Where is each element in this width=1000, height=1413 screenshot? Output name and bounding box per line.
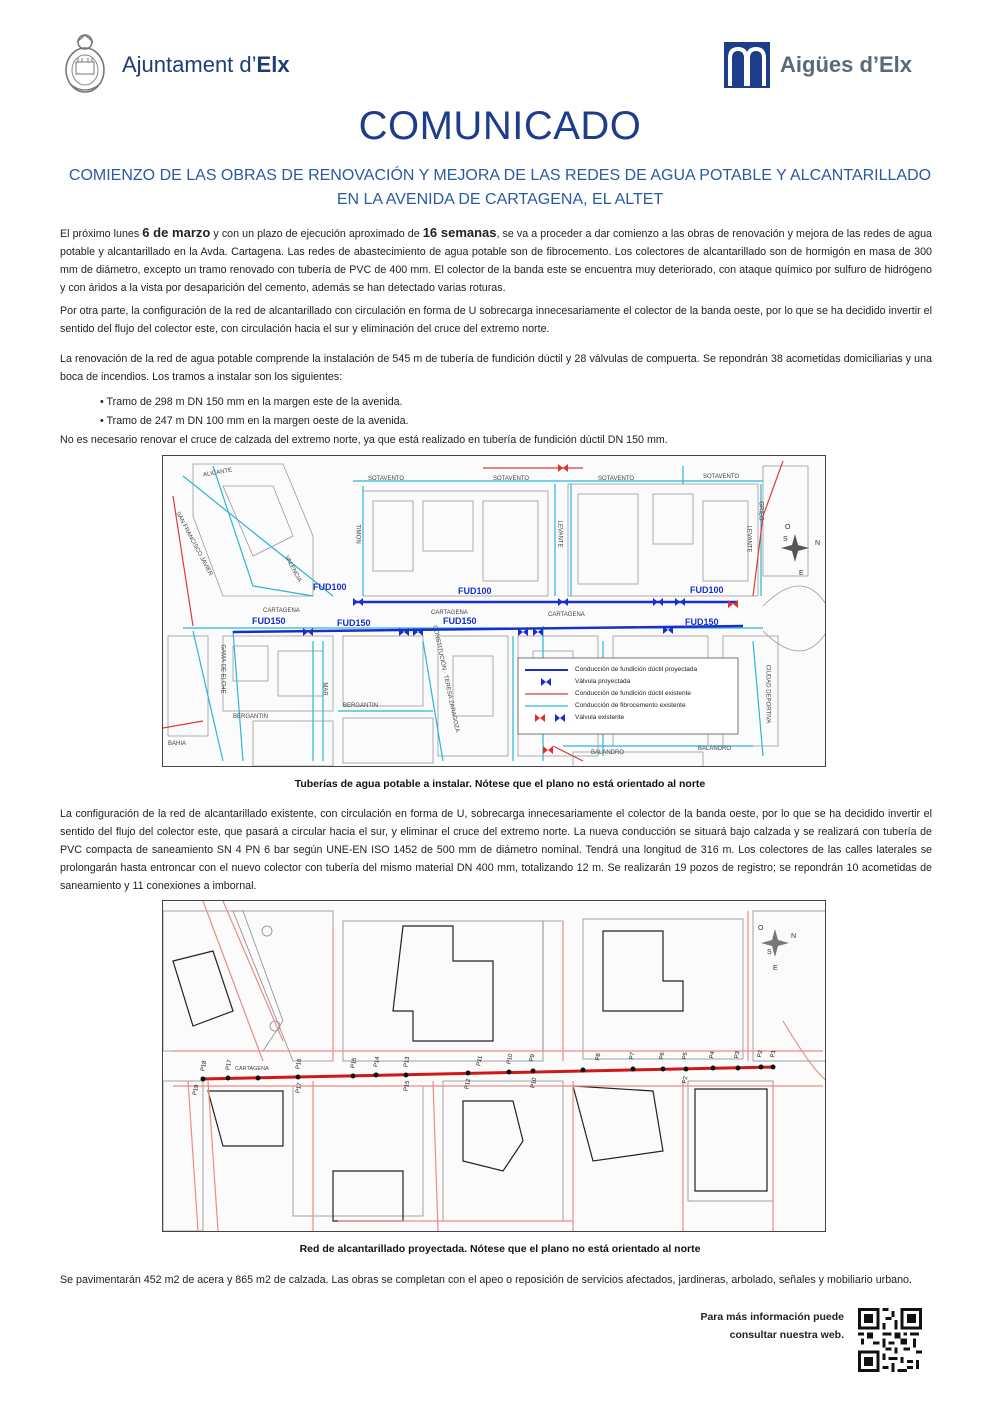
well-label: P8 — [595, 1052, 603, 1062]
qr-code-icon[interactable] — [858, 1308, 922, 1372]
compass-label: E — [799, 570, 804, 577]
contact-line: Para más información puede — [700, 1311, 844, 1323]
street-label: SOTAVENTO — [368, 476, 405, 482]
map-label-layer — [163, 456, 826, 767]
well-label: P19 — [192, 1084, 201, 1096]
bullet-item: • Tramo de 247 m DN 100 mm en la margen oeste de la avenida. — [100, 415, 409, 427]
well-label: P9 — [529, 1053, 537, 1063]
pipe-label: FUD100 — [690, 585, 724, 595]
pipe-label: FUD150 — [685, 617, 719, 627]
street-label: CARTAGENA — [263, 608, 300, 614]
street-label: ALICANTE — [202, 467, 233, 479]
compass-label: N — [815, 540, 821, 547]
intro-text-1: El próximo lunes — [60, 228, 143, 240]
street-label: BALANDRO — [591, 750, 625, 756]
street-label: BAHIA — [168, 741, 187, 747]
brand-strong: Elx — [256, 52, 290, 77]
street-label: GAMA DE ELCHE — [219, 644, 226, 694]
well-label: P15 — [350, 1057, 359, 1069]
compass-label: E — [773, 965, 778, 972]
duration: 16 semanas — [422, 225, 497, 240]
street-label: GRIEG — [757, 501, 764, 521]
start-date: 6 de marzo — [142, 225, 211, 240]
street-label: CARTAGENA — [548, 612, 585, 618]
water-map-caption: Tuberías de agua potable a instalar. Nótese que el plano no está orientado al norte — [294, 778, 706, 790]
compass-label: S — [767, 949, 772, 956]
bullet-item: • Tramo de 298 m DN 150 mm en la margen este de la avenida. — [100, 396, 403, 408]
well-label: P12 — [464, 1078, 473, 1090]
well-label: P14 — [373, 1056, 382, 1068]
well-label: P17 — [225, 1059, 234, 1071]
map-label-layer — [163, 901, 826, 1232]
street-label: BERGANTIN — [233, 714, 269, 720]
legend-label: Conducción de fundición dúctil existente — [575, 690, 691, 697]
pipe-label: FUD150 — [337, 618, 371, 628]
well-label: P13 — [403, 1056, 412, 1068]
street-label: BERGANTIN — [343, 703, 379, 709]
street-label: SOTAVENTO — [703, 474, 740, 480]
water-network-map — [162, 455, 826, 767]
ajuntament-elx-logo — [60, 30, 310, 100]
street-label: CIUDAD DEPORTIVA — [764, 664, 771, 724]
sewer-network-map — [162, 900, 826, 1232]
paragraph-intro — [60, 224, 932, 297]
well-label: P4 — [709, 1050, 717, 1060]
street-label: TIMON — [354, 524, 361, 544]
well-label: P16 — [295, 1058, 304, 1070]
well-label: P15 — [403, 1080, 412, 1092]
paragraph-sewer-project: La configuración de la red de alcantarillado existente, con circulación en forma de U, sobrecarga innecesariamente el colector de la banda oeste, por lo que se ha decidido invertir el sentido del flujo del colector este, que pasará a circular hacia el sur, y eliminar el cruce del extremo norte. La nueva conducción se situará bajo calzada y se realizará con tubería de PVC compacta de saneamiento SN 4 PN 6 bar según UNE-EN ISO 1452 de 500 mm de diámetro nominal. Tendrá una longitud de 316 m. Los colectores de las calles laterales se prolongarán hasta entroncar con el nuevo colector con tubería del mismo material DN 400 mm, totalizando 12 m. Se realizarán 19 pozos de registro; se repondrán 10 acometidas de saneamiento y 11 conexiones a imbornal. — [60, 808, 932, 892]
paragraph-water-renovation: La renovación de la red de agua potable comprende la instalación de 545 m de tubería de fundición dúctil y 28 válvulas de compuerta. Se repondrán 38 acometidas domiciliarias y una boca de incendios. Los tramos a instalar son los siguientes: — [60, 353, 932, 383]
street-label: LEVANTE — [556, 520, 563, 548]
brand-prefix: Ajuntament d’ — [122, 52, 257, 77]
well-label: P6 — [659, 1051, 667, 1061]
street-label: MAR — [321, 682, 328, 696]
contact-info — [660, 1308, 844, 1344]
pipe-label: FUD150 — [252, 616, 286, 626]
compass-label: S — [783, 536, 788, 543]
well-label: P1 — [770, 1049, 778, 1059]
pipe-label: FUD100 — [313, 582, 347, 592]
pipe-label: FUD150 — [443, 616, 477, 626]
coat-of-arms-icon — [60, 32, 110, 98]
pipe-label: FUD100 — [458, 586, 492, 596]
compass-label: O — [785, 524, 791, 531]
street-label: SAN FRANCISCO JAVIER — [174, 510, 214, 578]
page-title: COMUNICADO — [358, 104, 642, 148]
compass-label: N — [791, 933, 797, 940]
well-label: P5 — [682, 1051, 690, 1061]
well-label: P18 — [200, 1060, 209, 1072]
paragraph-sewer-config: Por otra parte, la configuración de la red de alcantarillado con circulación en forma de U sobrecarga innecesariamente el colector de la banda oeste, por lo que se ha decidido invertir el sentido del flujo del colector este, con circulación hacia el sur y eliminación del cruce del extremo norte. — [60, 305, 932, 335]
street-label: LEVANTE — [745, 525, 752, 553]
aigues-mark-icon — [722, 40, 772, 90]
sewer-map-caption: Red de alcantarillado proyectada. Nótese que el plano no está orientado al norte — [299, 1243, 701, 1255]
legend-label: Válvula proyectada — [575, 678, 631, 685]
well-label: P17 — [295, 1082, 304, 1094]
legend-label: Conducción de fibrocemento existente — [575, 702, 686, 709]
well-label: P10 — [506, 1053, 515, 1065]
header — [0, 0, 1000, 100]
ajuntament-elx-wordmark — [122, 52, 290, 78]
well-label: P2 — [682, 1075, 690, 1085]
well-label: P11 — [476, 1055, 484, 1067]
street-label: CARTAGENA — [235, 1066, 269, 1072]
legend-label: Válvula existente — [575, 714, 625, 721]
street-label: VALENCIA — [283, 554, 303, 584]
street-label: SOTAVENTO — [493, 476, 530, 482]
intro-text-2: y con un plazo de ejecución aproximado de — [210, 228, 423, 240]
aigues-elx-wordmark: Aigües d’Elx — [780, 52, 913, 77]
well-label: P2 — [757, 1049, 765, 1059]
intro-text-3: , se va a proceder a dar comienzo a las obras de renovación y mejora de las redes de agua potable y alcantarillado en la Avda. Cartagena. Las redes de abastecimiento de agua potable son de fibrocemento. Los colectores de alcantarillado son de hormigón en masa de 300 mm de diámetro, excepto un tramo renovado con tubería de PVC de 400 mm. El colector de la banda este se encuentra muy deteriorado, con ataque químico por sulfuro de hidrógeno y con áridos a la vista por desaparición del cemento, además se han detectado varias roturas. — [60, 228, 932, 294]
street-label: SOTAVENTO — [598, 476, 635, 482]
well-label: P10 — [530, 1077, 539, 1089]
compass-label: O — [758, 925, 764, 932]
paragraph-crossing: No es necesario renovar el cruce de calzada del extremo norte, ya que está realizado en tubería de fundición dúctil DN 150 mm. — [60, 434, 668, 446]
street-label: CONSTITUCIÓN · TERESA ZARAGOZA — [431, 624, 460, 734]
legend-label: Conducción de fundición dúctil proyectada — [575, 666, 698, 673]
page-subtitle: COMIENZO DE LAS OBRAS DE RENOVACIÓN Y MEJORA DE LAS REDES DE AGUA POTABLE Y ALCANTARILLADO EN LA AVENIDA DE CARTAGENA, EL ALTET — [68, 167, 932, 208]
street-label: BALANDRO — [698, 746, 732, 752]
street-label: CARTAGENA — [431, 610, 468, 616]
paragraph-paving: Se pavimentarán 452 m2 de acera y 865 m2 de calzada. Las obras se completan con el apeo o reposición de servicios afectados, jardineras, arbolado, señales y mobiliario urbano. — [60, 1274, 912, 1286]
bullet-list — [100, 393, 409, 431]
contact-line: consultar nuestra web. — [729, 1329, 844, 1341]
well-label: P7 — [629, 1051, 637, 1061]
aigues-elx-logo — [722, 38, 932, 92]
well-label: P3 — [734, 1050, 742, 1060]
